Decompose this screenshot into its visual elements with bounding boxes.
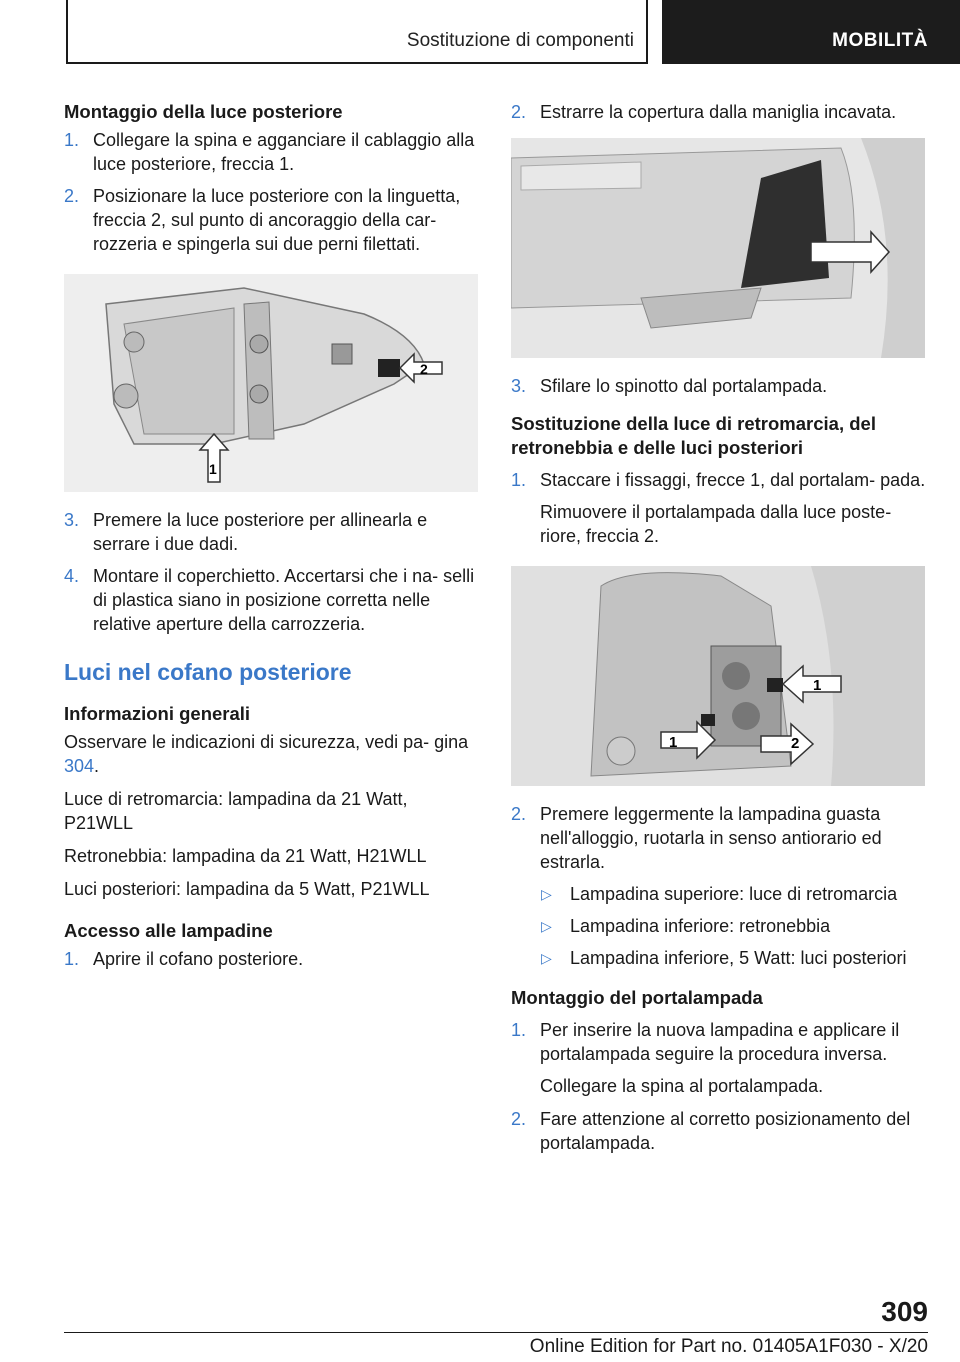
footer-divider [64,1332,928,1333]
tail-light-figure [64,274,478,492]
lamp-fog: Retronebbia: lampadina da 21 Watt, H21WLL [64,846,427,866]
figure-label-1b: 1 [669,734,678,751]
chapter-tab [662,0,960,64]
step-item: 2. Estrarre la copertura dalla maniglia incavata. [511,102,897,122]
safety-note: Osservare le indicazioni di sicurezza, vedi pa- gina 304. [64,732,469,776]
step-item: 2. Posizionare la luce posteriore con la linguetta, freccia 2, sul punto di ancoraggio della car- rozzeria e spingerla sui due perni filettati. [64,186,461,254]
chapter-title: MOBILITÀ [832,30,928,51]
step-item: 1. Per inserire la nuova lampadina e applicare il portalampada seguire la procedura inversa. [511,1020,900,1064]
lamp-reverse: Luce di retromarcia: lampadina da 21 Watt, P21WLL [64,789,408,833]
list-item: ▷ Lampadina inferiore: retronebbia [541,916,831,936]
step-sub-text: Rimuovere il portalampada dalla luce poste- riore, freccia 2. [540,502,892,546]
lamp-rear: Luci posteriori: lampadina da 5 Watt, P21WLL [64,879,430,899]
step-item: 1. Collegare la spina e agganciare il cablaggio alla luce posteriore, freccia 1. [64,130,475,174]
step-item: 4. Montare il coperchietto. Accertarsi che i na- selli di plastica siano in posizione corretta nelle relative aperture della carrozzeria. [64,566,475,634]
figure-label-2: 2 [420,361,428,377]
figure-label-1: 1 [209,461,217,477]
heading-general: Informazioni generali [64,703,251,724]
figure-label-2: 2 [791,735,800,752]
page-number: 309 [881,1296,928,1327]
heading-holder: Montaggio del portalampada [511,987,763,1008]
section-tab [66,0,648,64]
heading-access: Accesso alle lampadine [64,920,273,941]
figure-label-1a: 1 [813,677,822,694]
step-item: 1. Aprire il cofano posteriore. [64,949,304,969]
section-heading: Luci nel cofano posteriore [64,659,352,685]
list-item: ▷ Lampadina inferiore, 5 Watt: luci posteriori [541,948,907,968]
trunk-cover-figure [511,138,925,358]
section-title: Sostituzione di componenti [406,30,634,51]
triangle-right-icon: ▷ [541,950,552,966]
step-sub-text: Collegare la spina al portalampada. [540,1076,824,1096]
triangle-right-icon: ▷ [541,918,552,934]
step-item: 2. Fare attenzione al corretto posizionamento del portalampada. [511,1109,911,1153]
step-item: 1. Staccare i fissaggi, frecce 1, dal portalam- pada. [511,470,926,490]
step-item: 3. Sfilare lo spinotto dal portalampada. [511,376,828,396]
heading-mount: Montaggio della luce posteriore [64,101,343,122]
lamp-holder-figure [511,566,925,786]
page-link[interactable]: 304 [64,756,95,776]
edition-footer: Online Edition for Part no. 01405A1F030 - X/20 [529,1336,928,1357]
step-item: 3. Premere la luce posteriore per allinearla e serrare i due dadi. [64,510,428,554]
list-item: ▷ Lampadina superiore: luce di retromarcia [541,884,898,904]
step-item: 2. Premere leggermente la lampadina guasta nell'alloggio, ruotarla in senso antiorario ed estrarla. [511,804,882,872]
triangle-right-icon: ▷ [541,886,552,902]
left-column [64,100,478,979]
right-column [511,100,929,1163]
page-header [0,0,960,66]
heading-replace: Sostituzione della luce di retromarcia, del retronebbia e delle luci posteriori [511,413,876,458]
